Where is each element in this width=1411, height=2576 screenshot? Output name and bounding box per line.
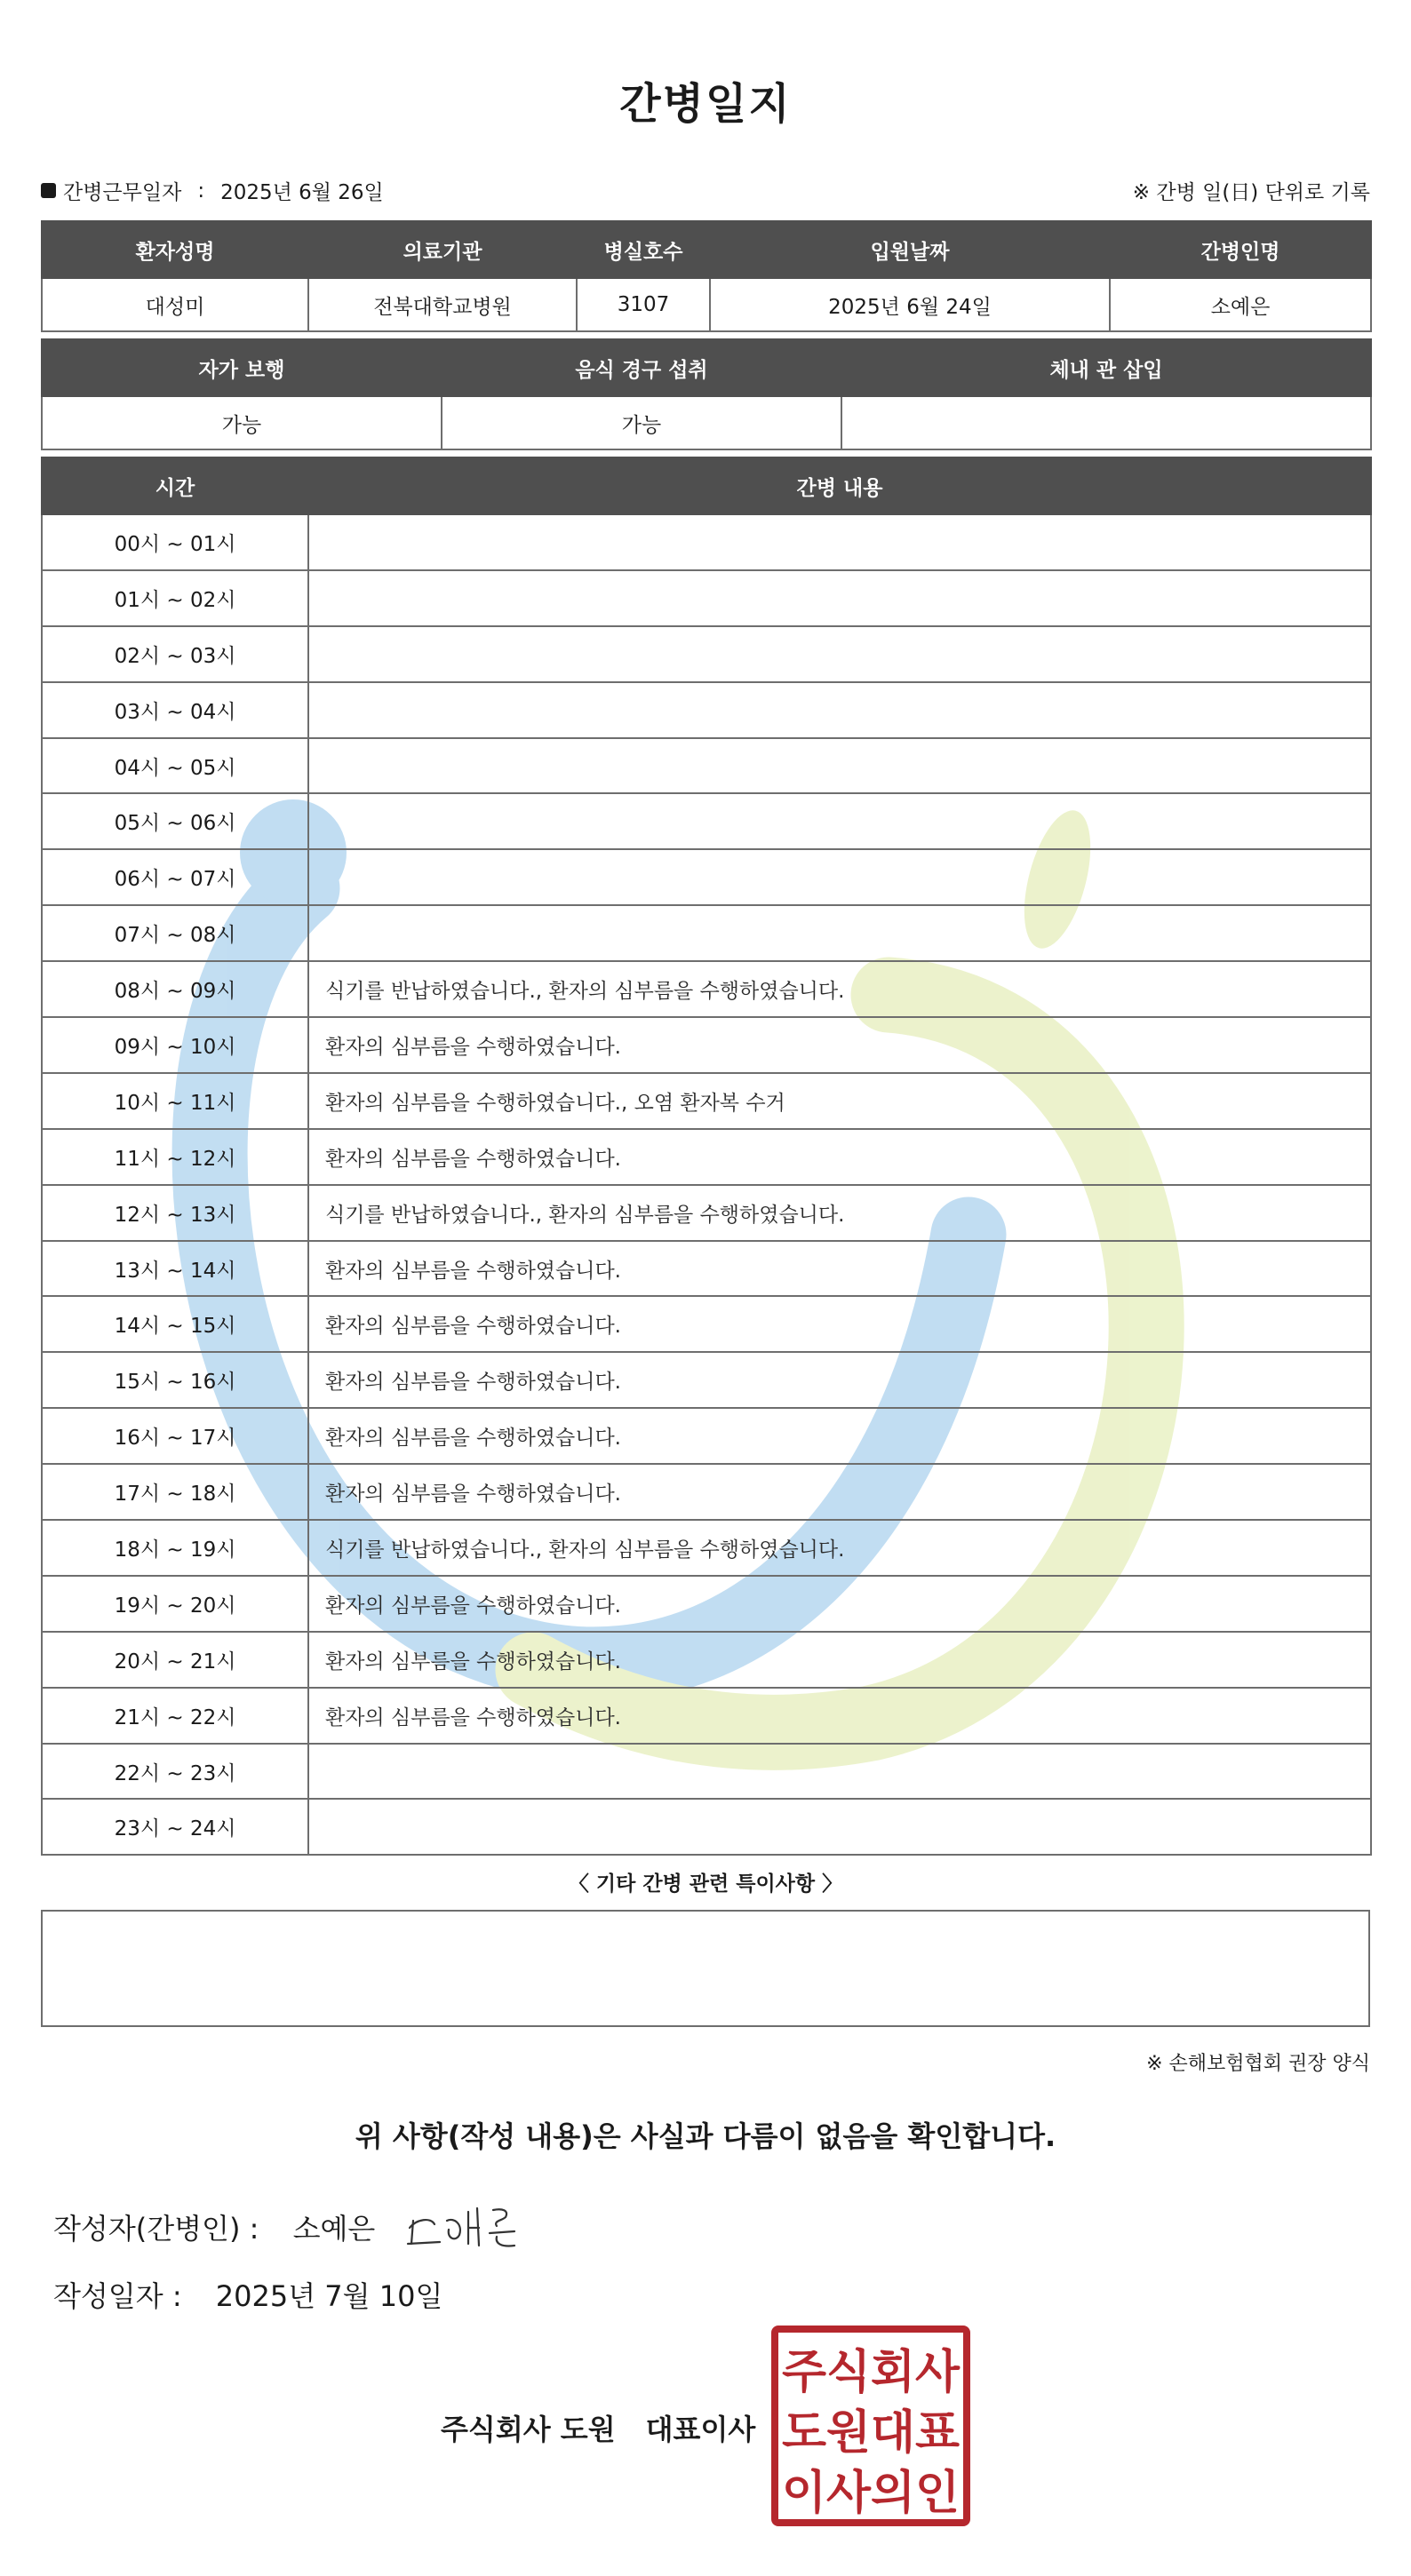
form-source-note: ※ 손해보험협회 권장 양식 (1146, 2053, 1370, 2075)
log-time-cell: 09시 ~ 10시 (42, 1017, 308, 1073)
remarks-box (41, 1910, 1370, 2027)
log-time-cell: 05시 ~ 06시 (42, 793, 308, 849)
log-content-cell (308, 793, 1371, 849)
header-care-content: 간병 내용 (308, 457, 1371, 514)
value-room: 3107 (577, 278, 710, 331)
table-row (42, 682, 1371, 738)
value-caregiver: 소예은 (1110, 278, 1371, 331)
confirmation-statement: 위 사항(작성 내용)은 사실과 다름이 없음을 확인합니다. (355, 2119, 1056, 2153)
table-row (42, 1129, 1371, 1185)
svg-text:도원대표: 도원대표 (782, 2406, 960, 2460)
work-date (41, 176, 384, 205)
log-content-cell (308, 738, 1371, 794)
bullet-square-icon (41, 183, 56, 198)
value-institution: 전북대학교병원 (308, 278, 577, 331)
table-row (42, 793, 1371, 849)
table-row (42, 738, 1371, 794)
log-time-cell: 13시 ~ 14시 (42, 1241, 308, 1297)
table-row (42, 1688, 1371, 1744)
table-row (42, 1576, 1371, 1632)
header-oral-intake: 음식 경구 섭취 (442, 339, 841, 396)
header-institution: 의료기관 (308, 221, 577, 278)
log-time-cell: 23시 ~ 24시 (42, 1799, 308, 1855)
log-content-cell (308, 1744, 1371, 1800)
table-row (42, 514, 1371, 570)
value-self-walking: 가능 (42, 396, 442, 449)
log-time-cell: 01시 ~ 02시 (42, 570, 308, 626)
svg-text:주식회사: 주식회사 (782, 2346, 961, 2399)
header-patient-name: 환자성명 (42, 221, 308, 278)
log-time-cell: 21시 ~ 22시 (42, 1688, 308, 1744)
header-tube-insertion: 체내 관 삽입 (841, 339, 1371, 396)
table-row (42, 1185, 1371, 1241)
document-title: 간병일지 (619, 79, 792, 129)
log-content-cell (308, 570, 1371, 626)
log-time-cell: 17시 ~ 18시 (42, 1464, 308, 1520)
table-row (42, 626, 1371, 682)
log-time-cell: 14시 ~ 15시 (42, 1296, 308, 1352)
log-content-cell: 환자의 심부름을 수행하였습니다. (308, 1408, 1371, 1464)
log-content-cell (308, 682, 1371, 738)
table-row (42, 1408, 1371, 1464)
log-time-cell: 19시 ~ 20시 (42, 1576, 308, 1632)
header-time: 시간 (42, 457, 308, 514)
log-content-cell: 식기를 반납하였습니다., 환자의 심부름을 수행하였습니다. (308, 1520, 1371, 1576)
work-date-colon: : (197, 179, 205, 203)
header-admission-date: 입원날짜 (710, 221, 1110, 278)
log-content-cell (308, 905, 1371, 961)
log-time-cell: 06시 ~ 07시 (42, 849, 308, 905)
log-time-cell: 11시 ~ 12시 (42, 1129, 308, 1185)
remarks-title: 〈 기타 간병 관련 특이사항 〉 (568, 1872, 843, 1896)
company-line (441, 2407, 755, 2448)
table-row (42, 1464, 1371, 1520)
log-time-cell: 20시 ~ 21시 (42, 1632, 308, 1688)
table-row (42, 570, 1371, 626)
write-date-line (53, 2274, 442, 2315)
log-content-cell (308, 849, 1371, 905)
log-time-cell: 10시 ~ 11시 (42, 1073, 308, 1129)
header-room: 병실호수 (577, 221, 710, 278)
table-row (42, 905, 1371, 961)
company-seal-stamp (771, 2326, 970, 2526)
value-tube-insertion (841, 396, 1371, 449)
log-content-cell (308, 626, 1371, 682)
log-time-cell: 18시 ~ 19시 (42, 1520, 308, 1576)
company-rep-title: 대표이사 (645, 2413, 756, 2446)
log-content-cell: 환자의 심부름을 수행하였습니다. (308, 1632, 1371, 1688)
log-content-cell (308, 514, 1371, 570)
log-time-cell: 02시 ~ 03시 (42, 626, 308, 682)
log-content-cell: 환자의 심부름을 수행하였습니다. (308, 1129, 1371, 1185)
log-content-cell: 환자의 심부름을 수행하였습니다. (308, 1296, 1371, 1352)
work-date-label: 간병근무일자 (63, 181, 182, 204)
patient-status-table (41, 338, 1372, 450)
table-row (42, 1744, 1371, 1800)
log-content-cell: 식기를 반납하였습니다., 환자의 심부름을 수행하였습니다. (308, 1185, 1371, 1241)
log-time-cell: 04시 ~ 05시 (42, 738, 308, 794)
log-rows (42, 514, 1371, 1855)
log-content-cell: 환자의 심부름을 수행하였습니다. (308, 1688, 1371, 1744)
author-name: 소예은 (292, 2212, 376, 2246)
company-name: 주식회사 도원 (441, 2413, 616, 2446)
table-row (42, 1241, 1371, 1297)
author-line (53, 2206, 375, 2247)
header-self-walking: 자가 보행 (42, 339, 442, 396)
work-date-value: 2025년 6월 26일 (220, 181, 384, 204)
value-oral-intake: 가능 (442, 396, 841, 449)
table-row (42, 961, 1371, 1017)
table-row (42, 1799, 1371, 1855)
table-row (42, 1520, 1371, 1576)
log-content-cell: 식기를 반납하였습니다., 환자의 심부름을 수행하였습니다. (308, 961, 1371, 1017)
svg-text:이사의인: 이사의인 (782, 2467, 960, 2520)
log-time-cell: 08시 ~ 09시 (42, 961, 308, 1017)
header-caregiver: 간병인명 (1110, 221, 1371, 278)
handwritten-signature (404, 2194, 546, 2256)
log-content-cell: 환자의 심부름을 수행하였습니다. (308, 1352, 1371, 1408)
table-row (42, 849, 1371, 905)
table-row (42, 1017, 1371, 1073)
log-time-cell: 22시 ~ 23시 (42, 1744, 308, 1800)
table-row (42, 1352, 1371, 1408)
value-patient-name: 대성미 (42, 278, 308, 331)
log-content-cell: 환자의 심부름을 수행하였습니다., 오염 환자복 수거 (308, 1073, 1371, 1129)
hourly-care-log-table (41, 457, 1372, 1856)
value-admission-date: 2025년 6월 24일 (710, 278, 1110, 331)
log-content-cell: 환자의 심부름을 수행하였습니다. (308, 1241, 1371, 1297)
log-time-cell: 15시 ~ 16시 (42, 1352, 308, 1408)
log-content-cell: 환자의 심부름을 수행하였습니다. (308, 1464, 1371, 1520)
log-time-cell: 07시 ~ 08시 (42, 905, 308, 961)
write-date-value: 2025년 7월 10일 (215, 2279, 443, 2313)
unit-note: ※ 간병 일(日) 단위로 기록 (1132, 181, 1370, 204)
log-time-cell: 16시 ~ 17시 (42, 1408, 308, 1464)
log-time-cell: 12시 ~ 13시 (42, 1185, 308, 1241)
author-label: 작성자(간병인) : (53, 2212, 259, 2246)
patient-info-table (41, 220, 1372, 332)
log-time-cell: 00시 ~ 01시 (42, 514, 308, 570)
log-time-cell: 03시 ~ 04시 (42, 682, 308, 738)
table-row (42, 1073, 1371, 1129)
table-row (42, 1632, 1371, 1688)
write-date-label: 작성일자 : (53, 2279, 182, 2313)
log-content-cell (308, 1799, 1371, 1855)
log-content-cell: 환자의 심부름을 수행하였습니다. (308, 1017, 1371, 1073)
log-content-cell: 환자의 심부름을 수행하였습니다. (308, 1576, 1371, 1632)
table-row (42, 1296, 1371, 1352)
